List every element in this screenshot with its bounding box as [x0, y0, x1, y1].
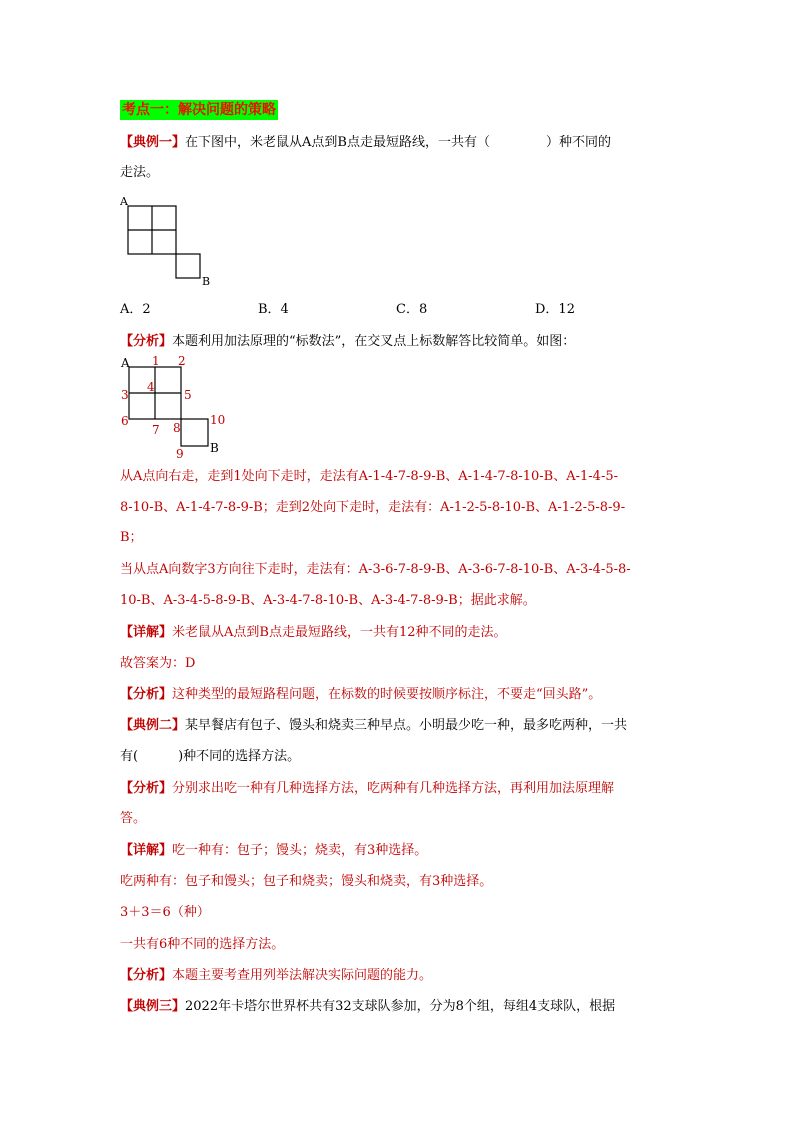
example2-conclusion: 一共有6种不同的选择方法。 — [120, 937, 285, 952]
paths-line2: 8-10-B、A-1-4-7-8-9-B；走到2处向下走时，走法有：A-1-2-5-8-10-B、A-1-2-5-8-9- — [120, 500, 626, 515]
grid-number-4: 4 — [147, 380, 155, 394]
grid-number-10: 10 — [210, 413, 226, 427]
detail-tag: 【详解】 — [120, 625, 173, 640]
grid-number-1: 1 — [152, 354, 160, 368]
example2-text-head: 有( — [120, 749, 139, 764]
example2-question-line2 — [120, 748, 680, 766]
example2-detail-line2: 吃两种有：包子和馒头；包子和烧卖；馒头和烧卖，有3种选择。 — [120, 874, 493, 889]
analysis-text: 本题利用加法原理的“标数法”，在交叉点上标数解答比较简单。如图： — [172, 334, 576, 349]
example1-text: 在下图中，米老鼠从A点到B点走最短路线，一共有（ — [185, 135, 490, 150]
example3-text: 2022年卡塔尔世界杯共有32支球队参加，分为8个组，每组4支球队，根据 — [185, 999, 616, 1014]
example2-calculation: 3＋3＝6（种） — [120, 905, 210, 920]
example1-answer: 故答案为：D — [120, 656, 196, 671]
example2-question-line1 — [120, 717, 680, 735]
detail-text: 吃一种有：包子；馒头；烧卖，有3种选择。 — [172, 843, 428, 858]
point-a-label: A — [120, 195, 128, 208]
point-b-label: B — [202, 275, 211, 288]
grid-figure — [118, 193, 218, 288]
option-b[interactable]: B．4 — [258, 302, 289, 317]
paths-line5: 10-B、A-3-4-5-8-9-B、A-3-4-7-8-10-B、A-3-4-7-8-9-B；据此求解。 — [120, 593, 536, 608]
grid-number-7: 7 — [152, 423, 160, 437]
analysis-text: 分别求出吃一种有几种选择方法，吃两种有几种选择方法，再利用加法原理解 — [172, 781, 615, 796]
paths-line4: 当从点A向数字3方向往下走时，走法有：A-3-6-7-8-9-B、A-3-6-7-8-10-B、A-3-4-5-8- — [120, 562, 631, 577]
example2-analysis-line2: 答。 — [120, 811, 147, 826]
grid-number-6: 6 — [121, 414, 129, 428]
grid-number-5: 5 — [184, 388, 192, 402]
example1-question-line2: 走法。 — [120, 165, 160, 180]
detail-tag: 【详解】 — [120, 843, 173, 858]
note-tag: 【分析】 — [120, 687, 173, 702]
note-text: 这种类型的最短路程问题，在标数的时候要按顺序标注，不要走“回头路”。 — [172, 687, 602, 702]
example1-analysis — [120, 333, 680, 351]
grid-number-8: 8 — [173, 421, 181, 435]
grid-point-a-label: A — [121, 356, 130, 370]
analysis-tag: 【分析】 — [120, 781, 173, 796]
grid-number-3: 3 — [121, 388, 129, 402]
analysis-tag: 【分析】 — [120, 334, 173, 349]
example3-question-line1 — [120, 998, 680, 1016]
example1-tag: 【典例一】 — [120, 135, 186, 150]
paths-line3: B； — [120, 530, 143, 545]
example2-note — [120, 967, 680, 985]
grid-point-b-label: B — [210, 441, 219, 455]
example1-note — [120, 686, 680, 704]
grid-number-9: 9 — [176, 447, 184, 461]
note-tag: 【分析】 — [120, 968, 173, 983]
example2-text: 某早餐店有包子、馒头和烧卖三种早点。小明最少吃一种，最多吃两种，一共 — [185, 718, 628, 733]
grid-number-2: 2 — [178, 354, 186, 368]
detail-text: 米老鼠从A点到B点走最短路线，一共有12种不同的走法。 — [172, 625, 507, 640]
section-heading: 考点一：解决问题的策略 — [122, 102, 276, 118]
example2-analysis-line1 — [120, 780, 680, 798]
option-d[interactable]: D．12 — [535, 302, 575, 317]
example1-text-tail: ）种不同的 — [545, 135, 611, 150]
example3-tag: 【典例三】 — [120, 999, 186, 1014]
option-c[interactable]: C．8 — [396, 302, 428, 317]
paths-line1: 从A点向右走，走到1处向下走时，走法有A-1-4-7-8-9-B、A-1-4-7-8-10-B、A-1-4-5- — [120, 469, 619, 484]
example2-tag: 【典例二】 — [120, 718, 186, 733]
note-text: 本题主要考查用列举法解决实际问题的能力。 — [172, 968, 433, 983]
example2-text-tail: )种不同的选择方法。 — [178, 749, 301, 764]
example1-question-line1 — [120, 134, 680, 152]
labeled-grid-figure — [118, 352, 238, 464]
example2-detail-line1 — [120, 842, 680, 860]
option-a[interactable]: A．2 — [120, 302, 151, 317]
example1-detail — [120, 624, 680, 642]
